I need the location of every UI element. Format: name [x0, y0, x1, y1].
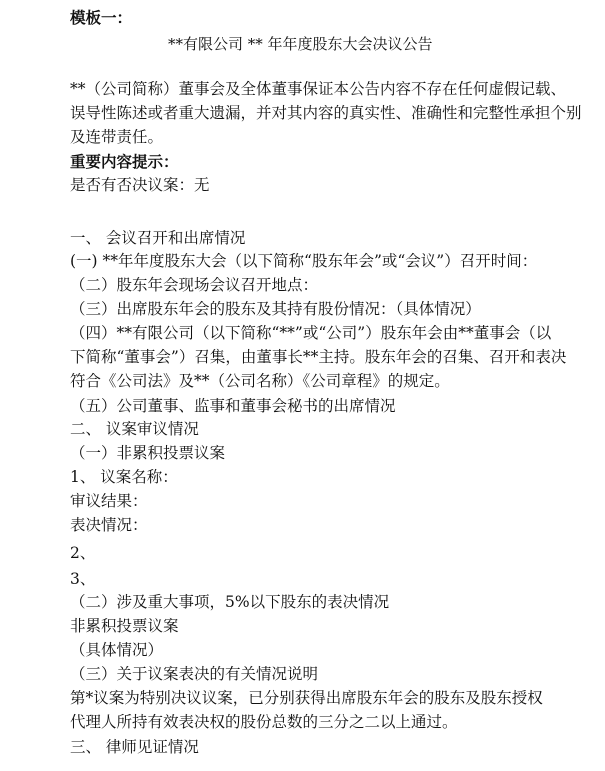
list-item: (一) **年年度股东大会（以下简称“股东年会”或“会议”）召开时间： — [70, 252, 538, 270]
paragraph-line: 非累积投票议案 — [70, 617, 179, 635]
subsection-heading: （二）涉及重大事项，5%以下股东的表决情况 — [70, 593, 390, 611]
section-heading: 三、 律师见证情况 — [70, 738, 199, 756]
list-item: 符合《公司法》及**（公司名称）《公司章程》的规定。 — [70, 372, 450, 390]
list-item: 3、 — [70, 570, 96, 588]
veto-status: 是否有否决议案：无 — [70, 176, 210, 194]
highlights-heading: 重要内容提示： — [70, 152, 179, 171]
list-item: （三）出席股东年会的股东及其持有股份情况：（具体情况） — [70, 300, 481, 318]
review-result-label: 审议结果： — [70, 492, 148, 510]
vote-status-label: 表决情况： — [70, 516, 148, 534]
paragraph-line: 第*议案为特别决议议案，已分别获得出席股东年会的股东及股东授权 — [70, 689, 543, 707]
list-item: （四）**有限公司（以下简称“**”或“公司”）股东年会由**董事会（以 — [70, 324, 552, 342]
subsection-heading: （三）关于议案表决的有关情况说明 — [70, 665, 319, 683]
intro-line: 误导性陈述或者重大遗漏，并对其内容的真实性、准确性和完整性承担个别 — [70, 104, 582, 122]
list-item: 2、 — [70, 544, 96, 562]
list-item: 下简称“董事会”）召集，由董事长**主持。股东年会的召集、召开和表决 — [70, 348, 567, 366]
template-label: 模板一： — [70, 8, 133, 27]
list-item: （五）公司董事、监事和董事会秘书的出席情况 — [70, 397, 396, 415]
intro-line: 及连带责任。 — [70, 128, 164, 146]
subsection-heading: （一）非累积投票议案 — [70, 444, 226, 462]
intro-line: **（公司简称）董事会及全体董事保证本公告内容不存在任何虚假记载、 — [70, 80, 567, 98]
paragraph-line: （具体情况） — [70, 641, 164, 659]
section-heading: 一、 会议召开和出席情况 — [70, 229, 246, 247]
list-item: 1、 议案名称： — [70, 468, 178, 486]
section-heading: 二、 议案审议情况 — [70, 420, 199, 438]
paragraph-line: 代理人所持有效表决权的股份总数的三分之二以上通过。 — [70, 713, 458, 731]
list-item: （二）股东年会现场会议召开地点： — [70, 276, 319, 294]
document-title: **有限公司 ** 年年度股东大会决议公告 — [168, 35, 433, 53]
